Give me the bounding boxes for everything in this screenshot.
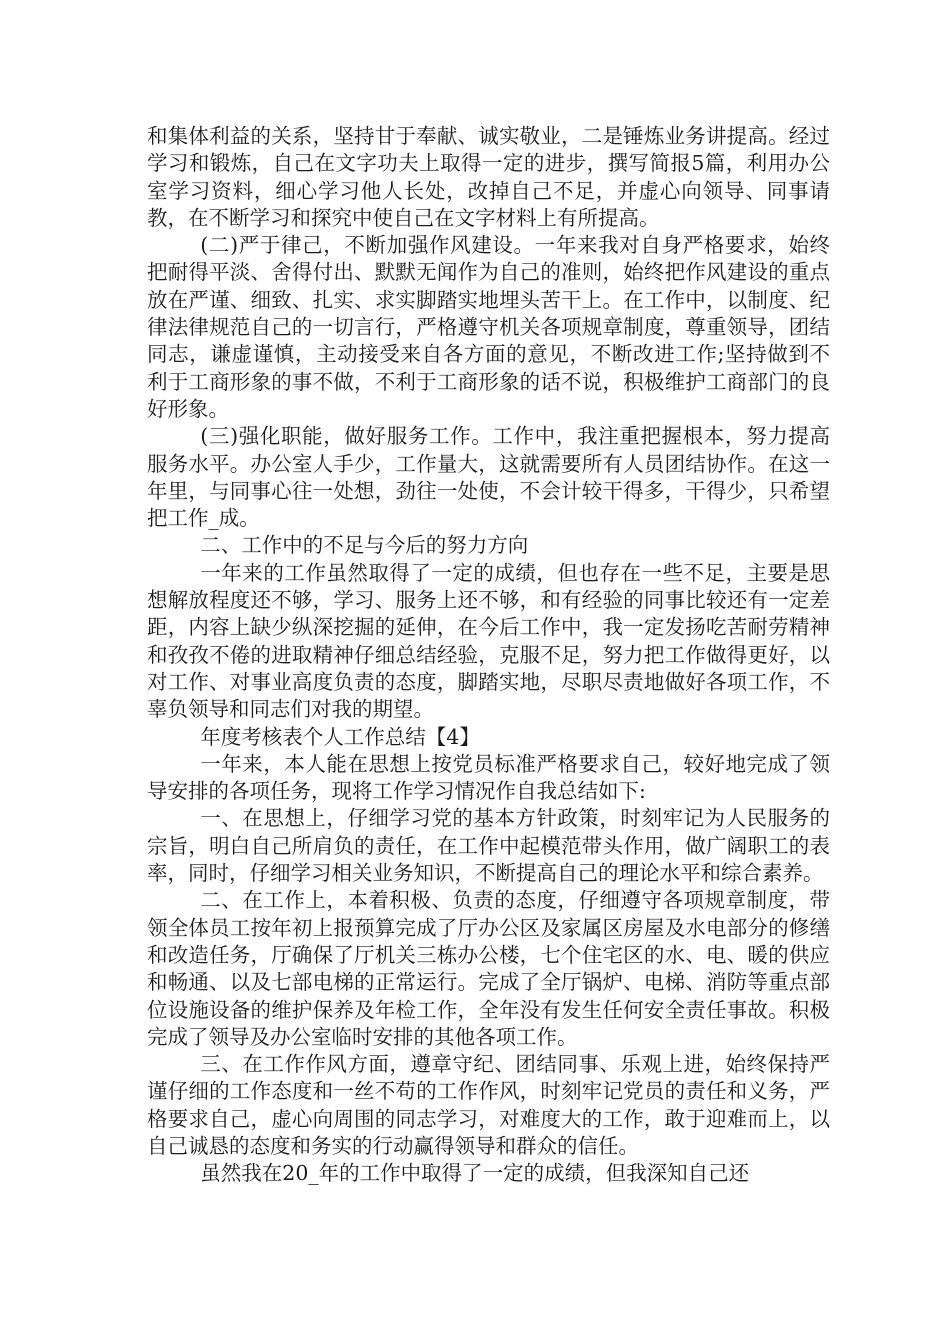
paragraph-work-style: 三、在工作作风方面，遵章守纪、团结同事、乐观上进，始终保持严谨仔细的工作态度和一丝不苟的工作作风，时刻牢记党员的责任和义务，严格要求自己，虚心向周围的同志学习，对难度大的工作，敢于迎难而上，以自己诚恳的态度和务实的行动赢得领导和群众的信任。 <box>147 1052 830 1158</box>
paragraph-self-discipline: (二)严于律己，不断加强作风建设。一年来我对自身严格要求，始终把耐得平淡、舍得付出、默默无闻作为自己的准则，始终把作风建设的重点放在严谨、细致、扎实、求实脚踏实地埋头苦干上。在工作中，以制度、纪律法律规范自己的一切言行，严格遵守机关各项规章制度，尊重领导，团结同志，谦虚谨慎，主动接受来自各方面的意见，不断改进工作;坚持做到不利于工商形象的事不做，不利于工商形象的话不说，积极维护工商部门的良好形象。 <box>147 233 830 421</box>
paragraph-continuation: 和集体利益的关系，坚持甘于奉献、诚实敬业，二是锤炼业务讲提高。经过学习和锻炼，自己在文字功夫上取得一定的进步，撰写简报5篇，利用办公室学习资料，细心学习他人长处，改掉自己不足，并虚心向领导、同事请教，在不断学习和探究中使自己在文字材料上有所提高。 <box>147 124 830 230</box>
paragraph-work: 二、在工作上，本着积极、负责的态度，仔细遵守各项规章制度，带领全体员工按年初上报预算完成了厅办公区及家属区房屋及水电部分的修缮和改造任务，厅确保了厅机关三栋办公楼，七个住宅区的水、电、暖的供应和畅通、以及七部电梯的正常运行。完成了全厅锅炉、电梯、消防等重点部位设施设备的维护保养及年检工作，全年没有发生任何安全责任事故。积极完成了领导及办公室临时安排的其他各项工作。 <box>147 888 830 1049</box>
paragraph-thought: 一、在思想上，仔细学习党的基本方针政策，时刻牢记为人民服务的宗旨，明白自己所肩负的责任，在工作中起模范带头作用，做广阔职工的表率，同时，仔细学习相关业务知识，不断提高自己的理论水平和综合素养。 <box>147 806 830 886</box>
section-heading-shortcomings: 二、工作中的不足与今后的努力方向 <box>200 533 529 558</box>
document-page <box>147 123 830 1188</box>
section-title-summary-4: 年度考核表个人工作总结【4】 <box>200 724 480 749</box>
paragraph-closing: 虽然我在20_年的工作中取得了一定的成绩，但我深知自己还 <box>200 1161 750 1186</box>
paragraph-intro: 一年来，本人能在思想上按党员标准严格要求自己，较好地完成了领导安排的各项任务，现将工作学习情况作自我总结如下: <box>147 751 830 804</box>
paragraph-shortcomings: 一年来的工作虽然取得了一定的成绩，但也存在一些不足，主要是思想解放程度还不够，学习、服务上还不够，和有经验的同事比较还有一定差距，内容上缺少纵深挖掘的延伸，在今后工作中，我一定发扬吃苦耐劳精神和孜孜不倦的进取精神仔细总结经验，克服不足，努力把工作做得更好，以对工作、对事业高度负责的态度，脚踏实地，尽职尽责地做好各项工作，不辜负领导和同志们对我的期望。 <box>147 560 830 722</box>
paragraph-service-work: (三)强化职能，做好服务工作。工作中，我注重把握根本，努力提高服务水平。办公室人手少，工作量大，这就需要所有人员团结协作。在这一年里，与同事心往一处想，劲往一处使，不会计较干得多，干得少，只希望把工作_成。 <box>147 424 830 531</box>
